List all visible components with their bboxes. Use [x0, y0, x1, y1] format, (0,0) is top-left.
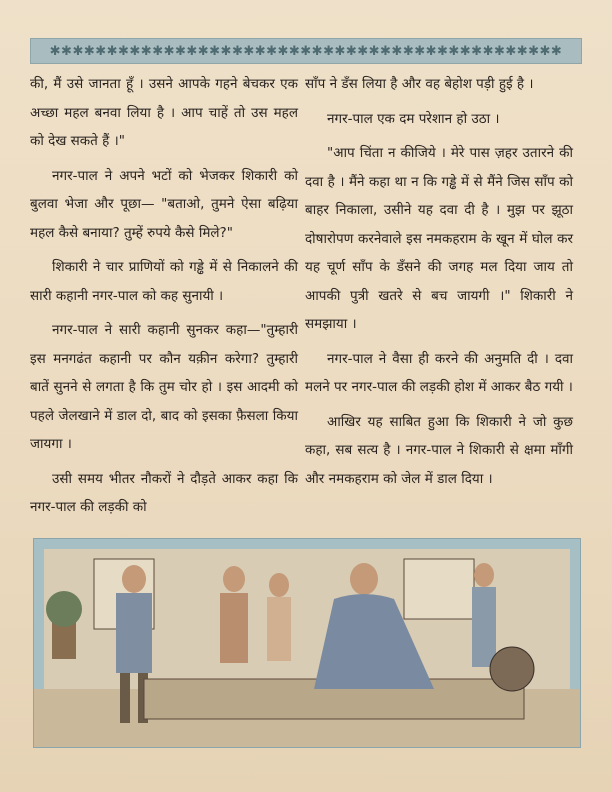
- paragraph: "आप चिंता न कीजिये । मेरे पास ज़हर उतारने की दवा है । मैंने कहा था न कि गड्ढे में से मैंने जिस साँप को बाहर निकाला, उसीने यह दवा दी है । मुझ पर झूठा दोषारोपण करनेवाले इस नमकहराम के खून में घोल कर यह चूर्ण साँप के डँसने की जगह मल दिया जाय तो आपकी पुत्री खतरे से बच जायगी ।" शिकारी ने समझाया ।: [305, 145, 573, 332]
- figure-head: [269, 573, 289, 597]
- figure-body: [267, 597, 291, 661]
- figure-body: [472, 587, 496, 667]
- figure-leg: [120, 673, 130, 723]
- window: [404, 559, 474, 619]
- paragraph: नगर-पाल ने सारी कहानी सुनकर कहा—"तुम्हारी इस मनगढंत कहानी पर कौन यक़ीन करेगा? तुम्हारी बातें सुनने से लगता है कि तुम चोर हो । इस आदमी को पहले जेलखाने में डाल दो, बाद को इसका फ़ैसला किया जायगा ।: [30, 322, 298, 452]
- plant: [46, 591, 82, 627]
- right-text-column: [305, 70, 573, 499]
- cushion: [490, 647, 534, 691]
- paragraph: शिकारी ने चार प्राणियों को गड्ढे में से निकालने की सारी कहानी नगर-पाल को कह सुनायी ।: [30, 259, 298, 304]
- figure-head: [350, 563, 378, 595]
- story-illustration: [33, 538, 581, 748]
- illustration-drawing: [34, 539, 580, 747]
- paragraph: नगर-पाल एक दम परेशान हो उठा ।: [327, 110, 500, 127]
- paragraph: नगर-पाल ने अपने भटों को भेजकर शिकारी को बुलवा भेजा और पूछा— "बताओ, तुमने ऐसा बढ़िया महल कैसे बनाया? तुम्हें रुपये कैसे मिले?": [30, 167, 298, 241]
- left-text-column: [30, 70, 298, 528]
- paragraph: उसी समय भीतर नौकरों ने दौड़ते आकर कहा कि नगर-पाल की लड़की को: [30, 470, 298, 515]
- paragraph: की, मैं उसे जानता हूँ । उसने आपके गहने बेचकर एक अच्छा महल बनवा लिया है । आप चाहें तो उस महल को देख सकते हैं ।": [30, 76, 298, 149]
- figure-head: [223, 566, 245, 592]
- paragraph: आखिर यह साबित हुआ कि शिकारी ने जो कुछ कहा, सब सत्य है । नगर-पाल ने शिकारी से क्षमा माँगी और नमकहराम को जेल में डाल दिया ।: [305, 413, 573, 487]
- border-pattern: ✱✱✱✱✱✱✱✱✱✱✱✱✱✱✱✱✱✱✱✱✱✱✱✱✱✱✱✱✱✱✱✱✱✱✱✱✱✱✱✱✱✱✱✱✱: [49, 43, 563, 59]
- paragraph: नगर-पाल ने वैसा ही करने की अनुमति दी । दवा मलने पर नगर-पाल की लड़की होश में आकर बैठ गयी ।: [305, 350, 573, 395]
- figure-head: [122, 565, 146, 593]
- figure-body: [116, 593, 152, 673]
- figure-head: [474, 563, 494, 587]
- figure-body: [220, 593, 248, 663]
- decorative-border: [30, 38, 582, 64]
- paragraph: साँप ने डँस लिया है और वह बेहोश पड़ी हुई है ।: [305, 76, 534, 92]
